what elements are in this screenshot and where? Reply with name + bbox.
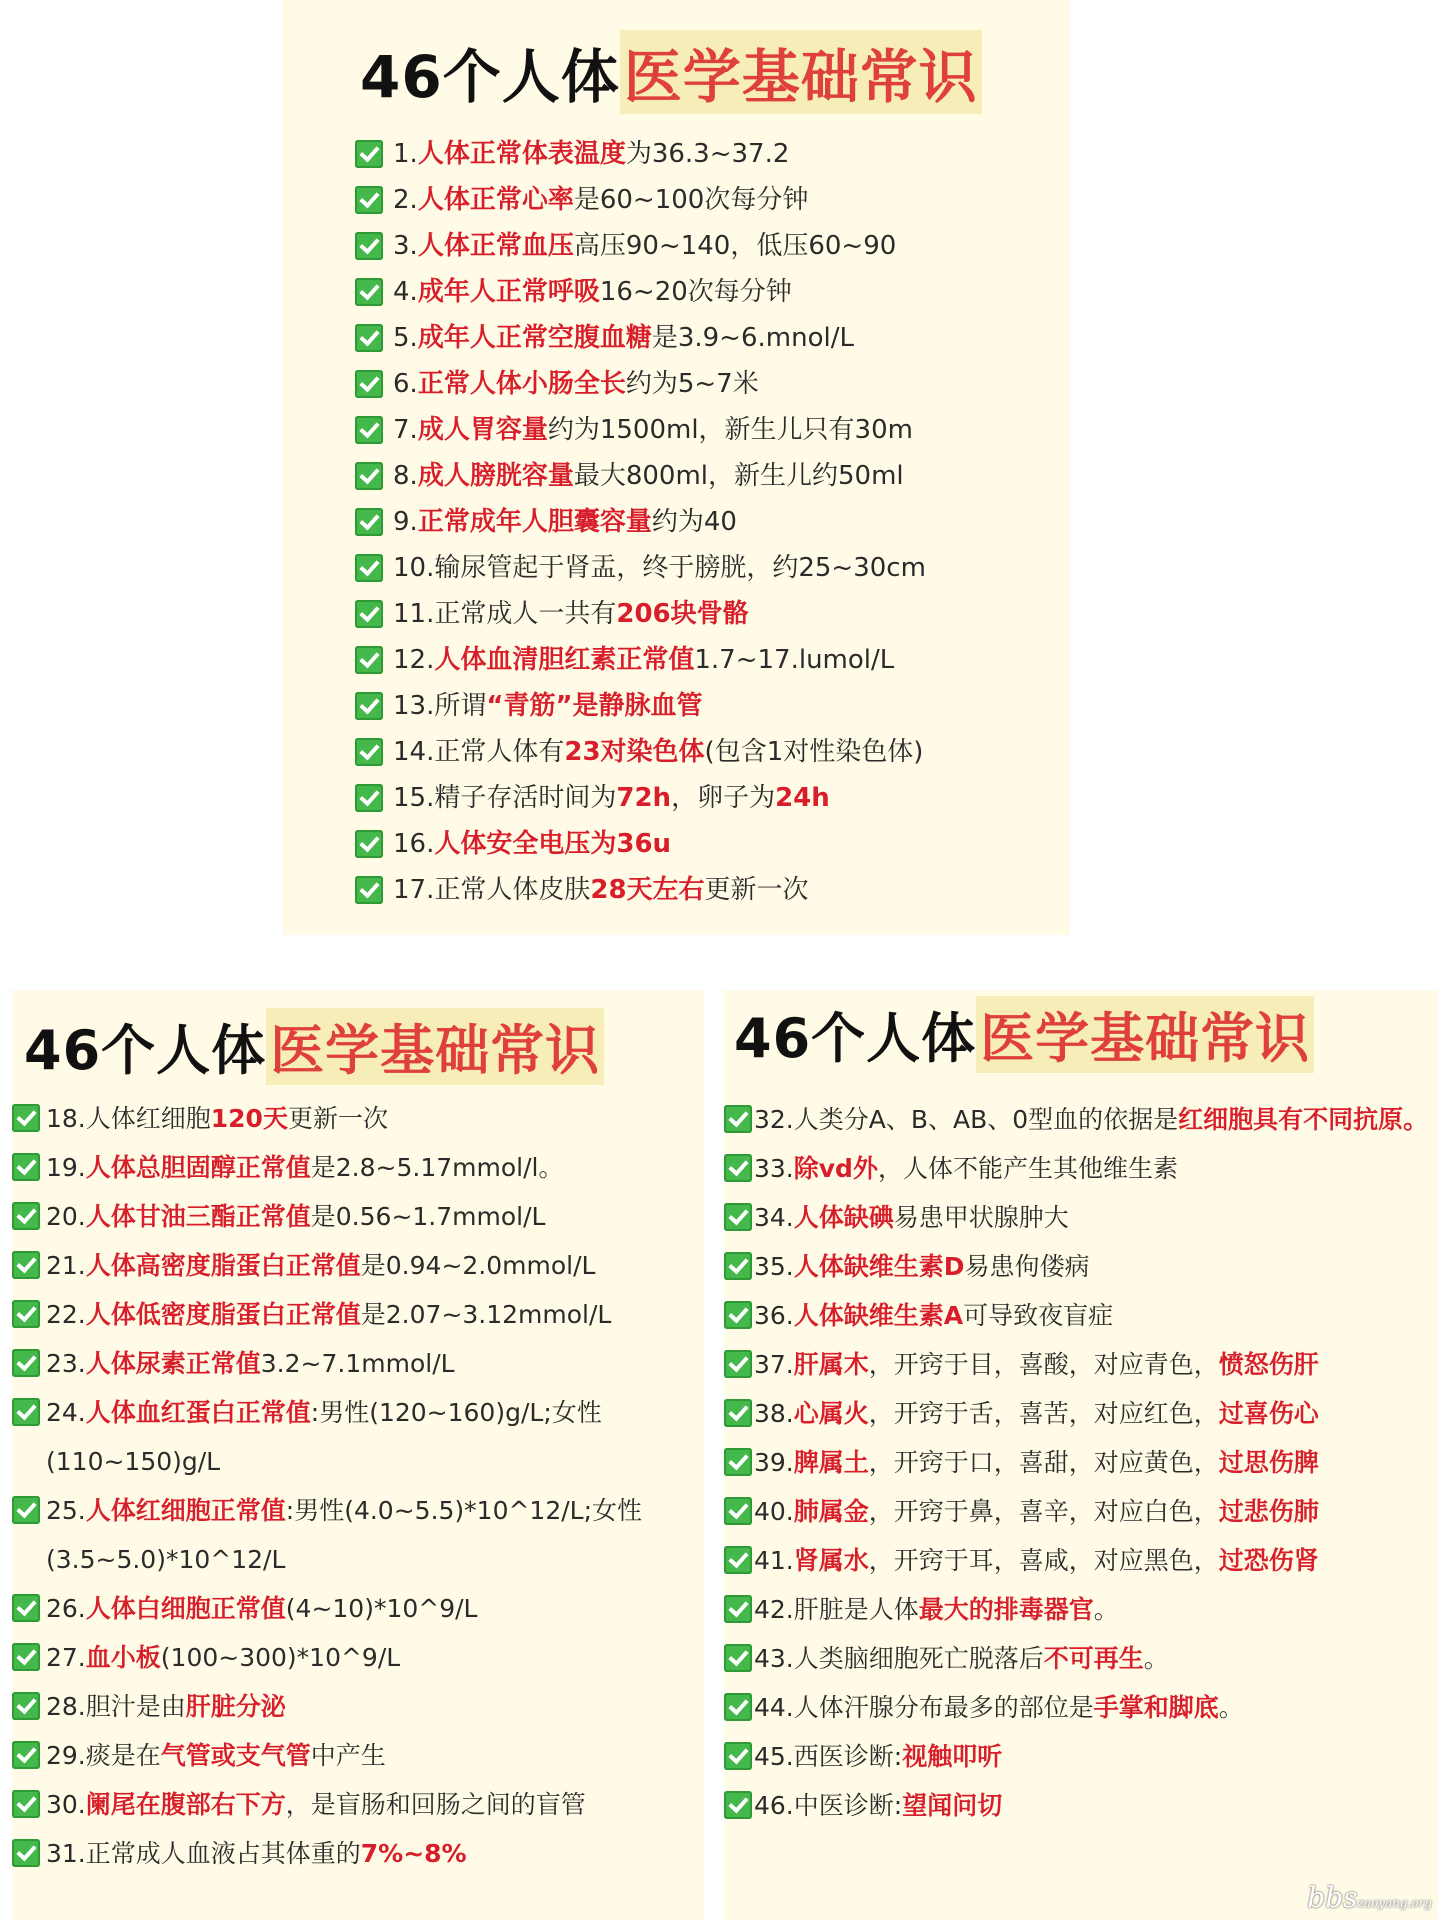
list-item: [355, 499, 1070, 545]
check-icon: [724, 1497, 752, 1525]
check-icon: [12, 1692, 40, 1720]
list-item: [12, 1584, 702, 1633]
item-text: 29.痰是在: [46, 1741, 161, 1770]
item-text: 是0.94~2.0mmol/L: [360, 1251, 596, 1280]
item-text: 27.: [46, 1643, 86, 1672]
item-text: 2.: [393, 185, 418, 215]
highlight-text: 肝属木: [793, 1350, 869, 1379]
item-text: 25.: [46, 1496, 86, 1525]
check-icon: [12, 1839, 40, 1867]
highlight-text: 7%~8%: [360, 1839, 467, 1868]
item-text: 。: [1093, 1595, 1119, 1624]
check-icon: [724, 1301, 752, 1329]
check-icon: [12, 1202, 40, 1230]
highlight-text: 成年人正常空腹血糖: [417, 323, 652, 353]
list-item: [724, 1242, 1432, 1291]
list-item: [355, 177, 1070, 223]
item-text: 约为40: [651, 507, 737, 537]
list-item: [355, 821, 1070, 867]
list-item: [12, 1829, 702, 1878]
item-text: 36.: [754, 1301, 794, 1330]
item-text: 35.: [754, 1252, 794, 1281]
check-icon: [12, 1643, 40, 1671]
item-text: 为36.3~37.2: [625, 139, 790, 169]
panel-title: [24, 1008, 604, 1085]
highlight-text: 肾属水: [793, 1546, 869, 1575]
item-text: (包含1对性染色体): [704, 737, 924, 767]
list-item: [12, 1388, 702, 1486]
list-item: [724, 1634, 1432, 1683]
check-icon: [355, 646, 383, 674]
highlight-text: 过悲伤肺: [1218, 1497, 1319, 1526]
item-text: 26.: [46, 1594, 86, 1623]
list-item: [724, 1781, 1432, 1830]
title-prefix: 46个人体: [360, 43, 620, 111]
list-item: [12, 1339, 702, 1388]
check-icon: [12, 1594, 40, 1622]
list-item: [355, 269, 1070, 315]
check-icon: [724, 1399, 752, 1427]
highlight-text: 肺属金: [793, 1497, 869, 1526]
item-text: 45.西医诊断:: [754, 1742, 903, 1771]
list-item: [724, 1585, 1432, 1634]
check-icon: [355, 232, 383, 260]
highlight-text: 过喜伤心: [1218, 1399, 1319, 1428]
list-item: [355, 315, 1070, 361]
item-text: 约为5~7米: [625, 369, 759, 399]
check-icon: [12, 1349, 40, 1377]
list-item: [355, 407, 1070, 453]
check-icon: [724, 1105, 752, 1133]
item-text: 12.: [393, 645, 435, 675]
check-icon: [12, 1153, 40, 1181]
highlight-text: 人体红细胞正常值: [85, 1496, 286, 1525]
highlight-text: 人体缺碘: [793, 1203, 894, 1232]
item-text: 是60~100次每分钟: [573, 185, 809, 215]
panel-title: [734, 996, 1314, 1073]
highlight-text: 望闻问切: [902, 1791, 1003, 1820]
list-item: [724, 1438, 1432, 1487]
fact-list: [12, 1094, 704, 1878]
check-icon: [724, 1203, 752, 1231]
check-icon: [724, 1644, 752, 1672]
list-item: [724, 1291, 1432, 1340]
check-icon: [12, 1300, 40, 1328]
check-icon: [724, 1742, 752, 1770]
fact-list: [283, 131, 1070, 913]
item-text: 8.: [393, 461, 418, 491]
item-text: 11.正常成人一共有: [393, 599, 617, 629]
highlight-text: 最大的排毒器官: [918, 1595, 1094, 1624]
list-item: [12, 1486, 702, 1584]
item-text: 21.: [46, 1251, 86, 1280]
highlight-text: 人体甘油三酯正常值: [85, 1202, 311, 1231]
check-icon: [355, 416, 383, 444]
check-icon: [12, 1741, 40, 1769]
item-text: 3.2~7.1mmol/L: [260, 1349, 455, 1378]
highlight-text: 脾属土: [793, 1448, 869, 1477]
item-text: ，开窍于目，喜酸，对应青色，: [868, 1350, 1219, 1379]
item-text: :男性(120~160)g/L;女性(110~150)g/L: [46, 1398, 602, 1476]
item-text: 42.肝脏是人体: [754, 1595, 919, 1624]
item-text: 30.: [46, 1790, 86, 1819]
list-item: [355, 545, 1070, 591]
check-icon: [12, 1251, 40, 1279]
check-icon: [355, 370, 383, 398]
highlight-text: 人体正常心率: [417, 185, 574, 215]
highlight-text: 手掌和脚底: [1093, 1693, 1219, 1722]
highlight-text: 人体安全电压为36u: [434, 829, 672, 859]
watermark-sub: zaoyang.org: [1357, 1896, 1432, 1910]
title-highlight: 医学基础常识: [266, 1008, 604, 1085]
check-icon: [355, 554, 383, 582]
item-text: :男性(4.0~5.5)*10^12/L;女性(3.5~5.0)*10^12/L: [46, 1496, 643, 1574]
check-icon: [724, 1693, 752, 1721]
item-text: 24.: [46, 1398, 86, 1427]
item-text: 最大800ml，新生儿约50ml: [573, 461, 904, 491]
list-item: [724, 1683, 1432, 1732]
check-icon: [724, 1252, 752, 1280]
item-text: 37.: [754, 1350, 794, 1379]
check-icon: [724, 1791, 752, 1819]
list-item: [12, 1094, 702, 1143]
list-item: [12, 1192, 702, 1241]
item-text: 1.7~17.lumol/L: [694, 645, 895, 675]
list-item: [724, 1536, 1432, 1585]
watermark: [1307, 1881, 1432, 1914]
item-text: 3.: [393, 231, 418, 261]
item-text: 。: [1143, 1644, 1169, 1673]
highlight-text: 血小板: [85, 1643, 161, 1672]
highlight-text: 正常人体小肠全长: [417, 369, 626, 399]
item-text: 31.正常成人血液占其体重的: [46, 1839, 361, 1868]
highlight-text: 气管或支气管: [160, 1741, 311, 1770]
highlight-text: 人体缺维生素A: [793, 1301, 964, 1330]
list-item: [724, 1389, 1432, 1438]
panel-1: [283, 0, 1070, 935]
item-text: 41.: [754, 1546, 794, 1575]
highlight-text: 成年人正常呼吸: [417, 277, 600, 307]
panel-title: [360, 30, 982, 114]
item-text: 9.: [393, 507, 418, 537]
check-icon: [355, 324, 383, 352]
highlight-text: 除vd外: [793, 1154, 878, 1183]
highlight-text: 红细胞具有不同抗原。: [1178, 1105, 1429, 1134]
highlight-text: 成人胃容量: [417, 415, 548, 445]
item-text: 22.: [46, 1300, 86, 1329]
item-text: 40.: [754, 1497, 794, 1526]
list-item: [12, 1682, 702, 1731]
item-text: (4~10)*10^9/L: [285, 1594, 478, 1623]
item-text: ，开窍于鼻，喜辛，对应白色，: [868, 1497, 1219, 1526]
item-text: 15.精子存活时间为: [393, 783, 617, 813]
list-item: [724, 1340, 1432, 1389]
list-item: [355, 637, 1070, 683]
item-text: 33.: [754, 1154, 794, 1183]
item-text: 更新一次: [287, 1104, 388, 1133]
highlight-text: 过恐伤肾: [1218, 1546, 1319, 1575]
list-item: [724, 1193, 1432, 1242]
check-icon: [355, 462, 383, 490]
check-icon: [355, 278, 383, 306]
item-text: 更新一次: [704, 875, 809, 905]
item-text: 易患甲状腺肿大: [893, 1203, 1069, 1232]
check-icon: [12, 1790, 40, 1818]
item-text: 46.中医诊断:: [754, 1791, 903, 1820]
highlight-text: 人体白细胞正常值: [85, 1594, 286, 1623]
item-text: 是0.56~1.7mmol/L: [310, 1202, 546, 1231]
item-text: 6.: [393, 369, 418, 399]
item-text: ，开窍于舌，喜苦，对应红色，: [868, 1399, 1219, 1428]
item-text: 约为1500ml，新生儿只有30m: [547, 415, 913, 445]
highlight-text: 人体血清胆红素正常值: [434, 645, 695, 675]
item-text: (100~300)*10^9/L: [160, 1643, 401, 1672]
item-text: 38.: [754, 1399, 794, 1428]
check-icon: [724, 1154, 752, 1182]
list-item: [12, 1143, 702, 1192]
list-item: [12, 1241, 702, 1290]
item-text: 4.: [393, 277, 418, 307]
highlight-text: 人体尿素正常值: [85, 1349, 261, 1378]
highlight-text: “青筋”是静脉血管: [486, 691, 703, 721]
list-item: [355, 453, 1070, 499]
highlight-text: 24h: [775, 783, 830, 813]
check-icon: [355, 784, 383, 812]
highlight-text: 视触叩听: [902, 1742, 1003, 1771]
item-text: 32.人类分A、B、AB、0型血的依据是: [754, 1105, 1179, 1134]
item-text: 18.人体红细胞: [46, 1104, 211, 1133]
check-icon: [355, 876, 383, 904]
highlight-text: 正常成年人胆囊容量: [417, 507, 652, 537]
item-text: ，开窍于口，喜甜，对应黄色，: [868, 1448, 1219, 1477]
list-item: [724, 1487, 1432, 1536]
item-text: 14.正常人体有: [393, 737, 565, 767]
list-item: [12, 1731, 702, 1780]
highlight-text: 肝脏分泌: [185, 1692, 286, 1721]
highlight-text: 120天: [210, 1104, 288, 1133]
highlight-text: 愤怒伤肝: [1218, 1350, 1319, 1379]
item-text: 34.: [754, 1203, 794, 1232]
highlight-text: 人体高密度脂蛋白正常值: [85, 1251, 361, 1280]
list-item: [12, 1633, 702, 1682]
check-icon: [355, 738, 383, 766]
item-text: 是3.9~6.mnol/L: [651, 323, 854, 353]
highlight-text: 23对染色体: [564, 737, 705, 767]
highlight-text: 人体缺维生素D: [793, 1252, 965, 1281]
highlight-text: 阑尾在腹部右下方: [85, 1790, 286, 1819]
item-text: 易患佝偻病: [964, 1252, 1090, 1281]
title-highlight: 医学基础常识: [976, 996, 1314, 1073]
highlight-text: 人体血红蛋白正常值: [85, 1398, 311, 1427]
highlight-text: 206块骨骼: [616, 599, 749, 629]
title-prefix: 46个人体: [24, 1019, 267, 1082]
item-text: ，人体不能产生其他维生素: [877, 1154, 1178, 1183]
highlight-text: 人体总胆固醇正常值: [85, 1153, 311, 1182]
item-text: 16.: [393, 829, 435, 859]
check-icon: [355, 600, 383, 628]
check-icon: [724, 1595, 752, 1623]
check-icon: [724, 1350, 752, 1378]
highlight-text: 成人膀胱容量: [417, 461, 574, 491]
fact-list: [724, 1095, 1438, 1830]
list-item: [12, 1290, 702, 1339]
item-text: 17.正常人体皮肤: [393, 875, 591, 905]
list-item: [724, 1095, 1432, 1144]
highlight-text: 人体正常体表温度: [417, 139, 626, 169]
title-prefix: 46个人体: [734, 1007, 977, 1070]
highlight-text: 人体正常血压: [417, 231, 574, 261]
list-item: [355, 223, 1070, 269]
item-text: 43.人类脑细胞死亡脱落后: [754, 1644, 1044, 1673]
list-item: [355, 131, 1070, 177]
check-icon: [355, 830, 383, 858]
item-text: 5.: [393, 323, 418, 353]
highlight-text: 不可再生: [1043, 1644, 1144, 1673]
watermark-main: bbs: [1307, 1881, 1358, 1914]
panel-2: [12, 990, 704, 1920]
check-icon: [12, 1104, 40, 1132]
item-text: 高压90~140，低压60~90: [573, 231, 897, 261]
highlight-text: 心属火: [793, 1399, 869, 1428]
check-icon: [12, 1398, 40, 1426]
item-text: 可导致夜盲症: [963, 1301, 1114, 1330]
item-text: 19.: [46, 1153, 86, 1182]
list-item: [724, 1732, 1432, 1781]
list-item: [355, 775, 1070, 821]
check-icon: [355, 140, 383, 168]
check-icon: [12, 1496, 40, 1524]
item-text: 39.: [754, 1448, 794, 1477]
list-item: [724, 1144, 1432, 1193]
highlight-text: 72h: [616, 783, 672, 813]
item-text: 7.: [393, 415, 418, 445]
highlight-text: 过思伤脾: [1218, 1448, 1319, 1477]
check-icon: [355, 508, 383, 536]
item-text: ，开窍于耳，喜咸，对应黑色，: [868, 1546, 1219, 1575]
item-text: 44.人体汗腺分布最多的部位是: [754, 1693, 1094, 1722]
list-item: [355, 361, 1070, 407]
highlight-text: 28天左右: [590, 875, 705, 905]
check-icon: [355, 186, 383, 214]
item-text: ，卵子为: [671, 783, 776, 813]
item-text: 28.胆汁是由: [46, 1692, 186, 1721]
item-text: ，是盲肠和回肠之间的盲管: [285, 1790, 586, 1819]
list-item: [355, 867, 1070, 913]
check-icon: [724, 1546, 752, 1574]
item-text: 23.: [46, 1349, 86, 1378]
panel-3: [724, 990, 1438, 1920]
item-text: 10.输尿管起于肾盂，终于膀胱，约25~30cm: [393, 553, 926, 583]
highlight-text: 人体低密度脂蛋白正常值: [85, 1300, 361, 1329]
item-text: 。: [1218, 1693, 1244, 1722]
item-text: 20.: [46, 1202, 86, 1231]
list-item: [355, 729, 1070, 775]
item-text: 中产生: [310, 1741, 386, 1770]
list-item: [355, 591, 1070, 637]
check-icon: [355, 692, 383, 720]
item-text: 是2.8~5.17mmol/l。: [310, 1153, 564, 1182]
item-text: 是2.07~3.12mmol/L: [360, 1300, 612, 1329]
list-item: [12, 1780, 702, 1829]
item-text: 13.所谓: [393, 691, 487, 721]
item-text: 16~20次每分钟: [599, 277, 792, 307]
item-text: 1.: [393, 139, 418, 169]
title-highlight: 医学基础常识: [620, 30, 982, 114]
check-icon: [724, 1448, 752, 1476]
list-item: [355, 683, 1070, 729]
